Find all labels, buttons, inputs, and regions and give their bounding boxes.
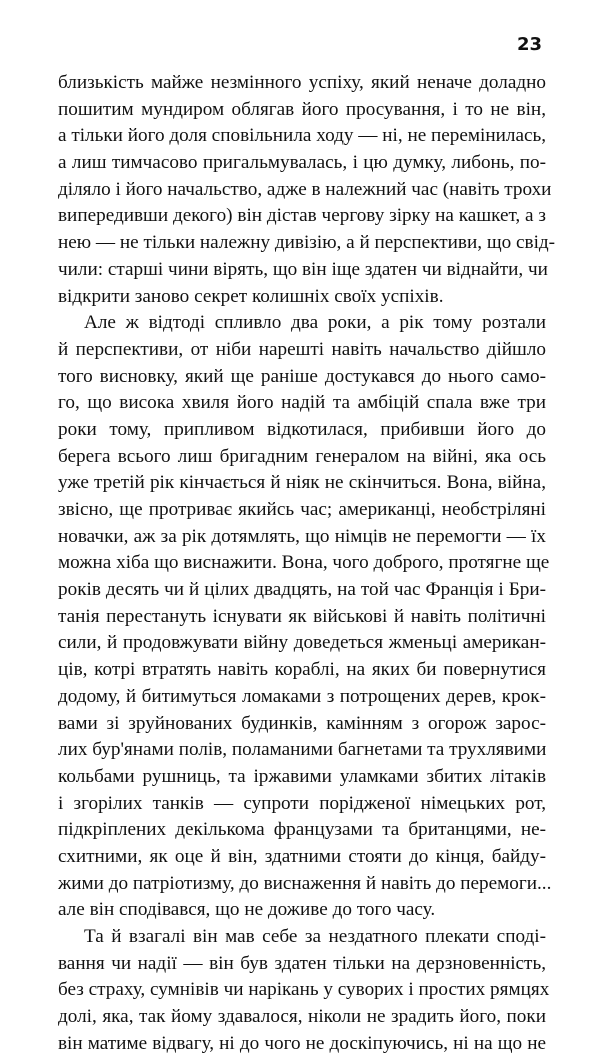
text-line: випередивши декого) він дістав чергову зірку на кашкет, а з: [58, 205, 546, 227]
text-line: підкріплених декількома французами та британцями, не-: [58, 819, 546, 841]
text-line: того висновку, який ще раніше достукався до нього само-: [58, 365, 546, 387]
text-line: уже третій рік кінчається й ніяк не скінчиться. Вона, війна,: [58, 472, 546, 494]
body-text: [58, 70, 556, 1057]
text-line: лих бур'янами полів, поламаними багнетами та трухлявими: [58, 739, 547, 761]
text-line: відкрити заново секрет колишніх своїх успіхів.: [58, 285, 444, 307]
text-line: пошитим мундиром облягав його просування, і то не він,: [58, 98, 546, 120]
text-line: Та й взагалі він мав себе за нездатного плекати сподi-: [84, 926, 546, 947]
text-line: Але ж відтоді спливло два роки, а рік тому розтали: [84, 312, 546, 334]
text-line: чили: старші чини вірять, що він іще здатен чи віднайти, чи: [58, 258, 548, 280]
text-line: а тільки його доля сповільнила ходу — ні, не перемінилась,: [58, 125, 547, 147]
text-line: жими до патріотизму, до виснаження й навіть до перемоги...: [58, 872, 552, 894]
text-line: схитними, як оце й він, здатними стояти до кінця, байду-: [58, 845, 546, 867]
text-line: долі, яка, так йому здавалося, ніколи не зрадить його, поки: [58, 1006, 546, 1028]
text-line: танія перестануть існувати як військові й навіть політичні: [58, 605, 546, 627]
text-line: го, що висока хвиля його надій та амбіцій спала вже три: [58, 392, 546, 414]
text-line: звісно, ще протриває якийсь час; американці, необстріляні: [58, 499, 546, 520]
text-line: нею — не тільки належну дивізію, а й перспективи, що свід-: [58, 232, 556, 254]
text-line: новачки, аж за рік дотямлять, що німців не перемогти — їх: [58, 525, 546, 547]
text-line: кольбами рушниць, та іржавими уламками збитих літаків: [58, 765, 546, 787]
text-line: роки тому, припливом відкотилася, прибивши його до: [58, 418, 546, 440]
text-line: вами зі зруйнованих будинків, камінням з огорож зарос-: [58, 712, 546, 734]
page-number: 23: [516, 34, 542, 55]
text-line: ців, котрі втратять навіть кораблі, на яких би повернутися: [58, 659, 546, 681]
text-line: сили, й продовжувати війну доведеться жменьці американ-: [58, 632, 546, 654]
text-line: без страху, сумнівів чи нарікань у суворих і простих рямцях: [58, 979, 550, 1001]
text-line: берега всього лиш бригадним генералом на війні, яка ось: [58, 445, 546, 467]
text-line: близькість майже незмінного успіху, який неначе доладно: [58, 72, 546, 93]
text-line: можна хіба що виснажити. Вона, чого доброго, протягне ще: [58, 552, 550, 574]
text-line: і згорілих танків — супроти порідженої німецьких рот,: [58, 792, 546, 814]
text-line: а лиш тимчасово пригальмувалась, і цю думку, либонь, по-: [58, 152, 546, 174]
text-line: він матиме відвагу, ні до чого не доскіпуючись, ні на що не: [58, 1032, 546, 1054]
text-line: діляло і його начальство, адже в належний час (навіть трохи: [58, 178, 552, 200]
text-line: але він сподівався, що не доживе до того часу.: [58, 899, 436, 921]
text-line: додому, й битимуться ломаками з потрощених дерев, крок-: [58, 685, 546, 707]
text-line: вання чи надії — він був здатен тільки на дерзновенність,: [58, 952, 546, 974]
text-line: й перспективи, от ніби нарешті навіть начальство дійшло: [58, 338, 546, 360]
text-line: років десять чи й цілих двадцять, на той час Франція і Бри-: [58, 579, 546, 601]
